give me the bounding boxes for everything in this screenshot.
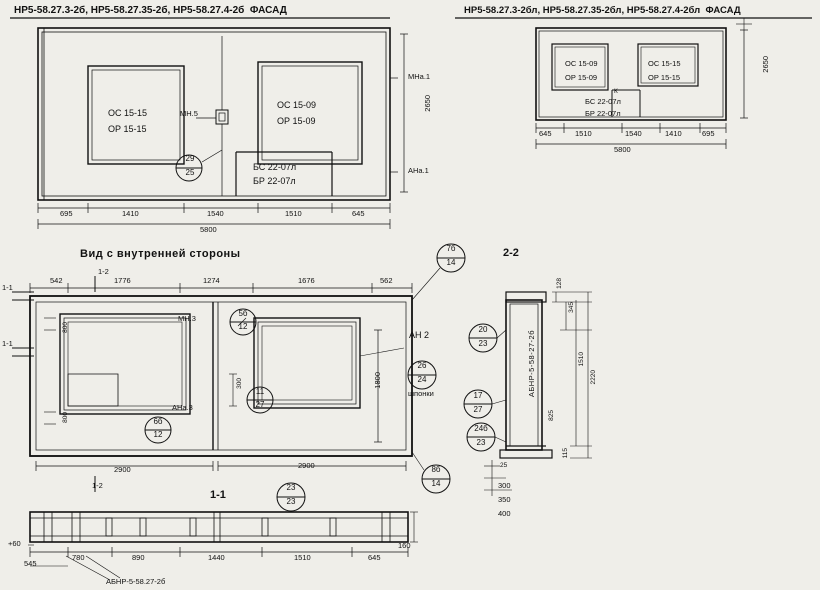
facade-left-dim-4: 645 (352, 209, 365, 218)
facade-right-mark-center: К (614, 88, 618, 95)
section-2-2-dim-2: 1510 (578, 352, 585, 367)
inner-mark-an2: АН 2 (409, 330, 430, 340)
bubble-6b-bottom: 12 (153, 430, 163, 439)
bubble-23-bottom: 23 (286, 497, 296, 506)
section-2-2-dim-0: 128 (556, 278, 563, 289)
section-1-1-dim-4: 1510 (294, 553, 311, 562)
facade-left-dim-1: 1410 (122, 209, 139, 218)
section-1-1-dim-5: 645 (368, 553, 381, 562)
inner-side-tick-a: 800 (62, 322, 69, 333)
section-1-1-dim-1: 780 (72, 553, 85, 562)
inner-left-mark-2: 1-2 (98, 267, 109, 276)
bubble-11-bottom: 27 (255, 400, 265, 409)
facade-left-height: 2650 (423, 95, 432, 112)
bubble-17-top: 17 (473, 391, 483, 400)
section-2-2-vertical-text: АБНР-5-58-27-2б (527, 330, 536, 398)
bubble-7b-top: 7б (446, 244, 456, 253)
section-1-1-dim-3: 1440 (208, 553, 225, 562)
section-2-2-dim-825: 825 (548, 410, 555, 421)
inner-side-tick-b: 800 (62, 412, 69, 423)
bubble-24b-bottom: 23 (476, 438, 486, 447)
facade-left-window-right-line1: ОС 15-09 (277, 100, 317, 110)
bubble-11-top: 11 (255, 387, 265, 396)
bubble-26-top: 26 (417, 361, 427, 370)
section-1-1-mark-60: +60 (8, 539, 21, 548)
bubble-23-top: 23 (286, 483, 296, 492)
section-2-2-dim-25: 25 (500, 462, 508, 469)
bubble-7b-bottom: 14 (446, 258, 456, 267)
section-1-1-right-dim: 160 (398, 541, 411, 550)
facade-left-dim-2: 1540 (207, 209, 224, 218)
inner-mark-mn3: МН.3 (178, 314, 196, 323)
facade-right-door-line2: БР 22-07л (585, 109, 621, 118)
facade-left-dim-3: 1510 (285, 209, 302, 218)
facade-right-height: 2650 (761, 56, 770, 73)
facade-right-window-left-line2: ОР 15-09 (565, 73, 598, 82)
inner-left-mark-1: 1-1 (2, 339, 13, 348)
facade-left-total: 5800 (200, 225, 217, 234)
facade-left-window-left-line1: ОС 15-15 (108, 108, 148, 118)
bubble-20-bottom: 23 (478, 339, 488, 348)
bubble-8b-top: 8б (431, 465, 441, 474)
inner-view-title: Вид с внутренней стороны (80, 248, 241, 260)
facade-left-door-line2: БР 22-07л (253, 176, 296, 186)
facade-right-dim-2: 1540 (625, 129, 642, 138)
bubble-26-bottom: 24 (417, 375, 427, 384)
inner-bottom-dim-0: 2900 (114, 465, 131, 474)
facade-right-dim-0: 645 (539, 129, 552, 138)
bubble-8b-bottom: 14 (431, 479, 441, 488)
inner-top-dim-3: 1676 (298, 276, 315, 285)
section-2-2-dim-3: 2220 (590, 370, 597, 385)
inner-top-dim-1: 1776 (114, 276, 131, 285)
facade-right-dim-1: 1510 (575, 129, 592, 138)
facade-right-dim-3: 1410 (665, 129, 682, 138)
inner-top-dim-2: 1274 (203, 276, 220, 285)
inner-top-dim-4: 562 (380, 276, 393, 285)
bubble-29-top: 29 (185, 154, 195, 163)
facade-right-total: 5800 (614, 145, 631, 154)
section-2-2-left-dim-0: 300 (498, 481, 511, 490)
facade-left-mark-mn5: МН.5 (180, 109, 198, 118)
title-left: НР5-58.27.3-2б, НР5-58.27.35-2б, НР5-58.27.4-2б ФАСАД (14, 5, 287, 16)
inner-right-height: 1800 (373, 372, 382, 389)
section-1-1-dim-2: 890 (132, 553, 145, 562)
inner-top-dim-0: 542 (50, 276, 63, 285)
bubble-5b-bottom: 12 (238, 322, 248, 331)
facade-left-window-right-line2: ОР 15-09 (277, 116, 316, 126)
facade-right-dim-4: 695 (702, 129, 715, 138)
facade-left-dim-0: 695 (60, 209, 73, 218)
inner-h-300: 300 (236, 378, 243, 389)
title-right: НР5-58.27.3-2бл, НР5-58.27.35-2бл, НР5-58.27.4-2бл ФАСАД (464, 5, 741, 16)
facade-right-window-right-line1: ОС 15-15 (648, 59, 681, 68)
facade-right-window-left-line1: ОС 15-09 (565, 59, 598, 68)
inner-mark-shponki: шпонки (408, 389, 434, 398)
section-1-1-dim-0: 545 (24, 559, 37, 568)
facade-right-window-right-line2: ОР 15-15 (648, 73, 681, 82)
bubble-29-bottom: 25 (185, 168, 195, 177)
facade-left-mark-an1: АНа.1 (408, 166, 429, 175)
section-2-2-left-dim-1: 350 (498, 495, 511, 504)
bubble-5b-top: 5б (238, 309, 248, 318)
bubble-24b-top: 24б (474, 424, 488, 433)
bubble-17-bottom: 27 (473, 405, 483, 414)
bubble-6b-top: 6б (153, 417, 163, 426)
section-1-1-note: АБНР-5-58.27-2б (106, 577, 166, 586)
inner-left-mark-0: 1-1 (2, 283, 13, 292)
section-2-2-dim-4: 115 (562, 448, 569, 459)
inner-bottom-dim-1: 2900 (298, 461, 315, 470)
facade-left-door-line1: БС 22-07л (253, 162, 297, 172)
inner-left-mark-3: 1-2 (92, 481, 103, 490)
facade-left-mark-mna1: МНа.1 (408, 72, 431, 81)
section-2-2-left-dim-2: 400 (498, 509, 511, 518)
section-2-2-label: 2-2 (503, 247, 519, 259)
inner-mark-ana3: АНа.3 (172, 403, 193, 412)
section-2-2-dim-1: 345 (568, 302, 575, 313)
facade-left-window-left-line2: ОР 15-15 (108, 124, 147, 134)
section-1-1-label: 1-1 (210, 489, 226, 501)
bubble-20-top: 20 (478, 325, 488, 334)
facade-right-door-line1: БС 22-07л (585, 97, 621, 106)
